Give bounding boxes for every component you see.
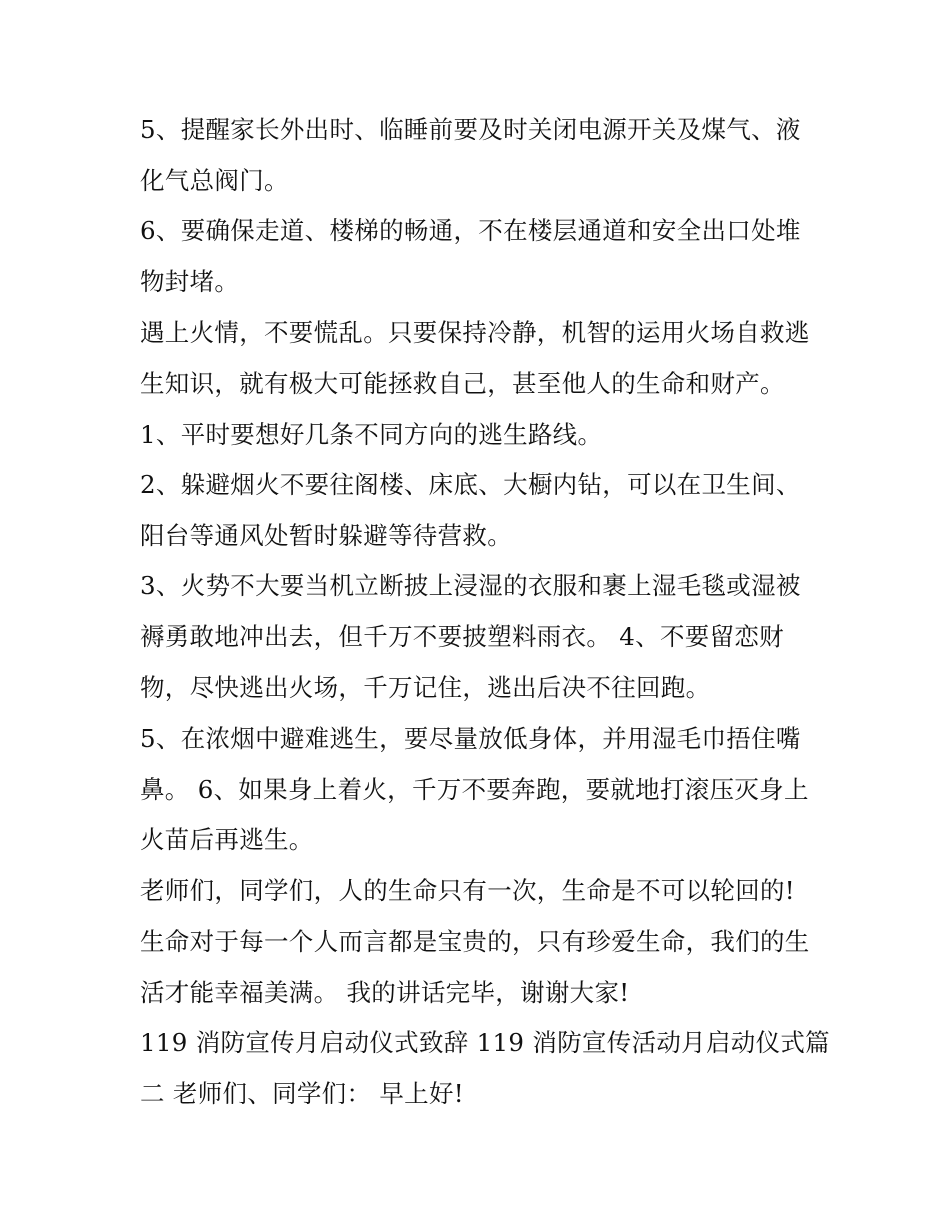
text-line: 119 消防宣传月启动仪式致辞 119 消防宣传活动月启动仪式篇 [140, 1028, 830, 1057]
text-line: 3、火势不大要当机立断披上浸湿的衣服和裹上湿毛毯或湿被 [140, 571, 801, 600]
text-line: 鼻。 6、如果身上着火，千万不要奔跑，要就地打滚压灭身上 [140, 775, 809, 804]
text-line: 老师们，同学们，人的生命只有一次，生命是不可以轮回的! [140, 876, 795, 905]
text-line: 火苗后再逃生。 [140, 825, 314, 854]
text-line: 活才能幸福美满。 我的讲话完毕，谢谢大家! [140, 978, 630, 1007]
text-line: 二 老师们、同学们： 早上好! [140, 1079, 464, 1108]
text-line: 物封堵。 [140, 267, 240, 296]
text-line: 2、躲避烟火不要往阁楼、床底、大橱内钻，可以在卫生间、 [140, 470, 801, 499]
text-line: 5、提醒家长外出时、临睡前要及时关闭电源开关及煤气、液 [140, 115, 801, 144]
text-line: 1、平时要想好几条不同方向的逃生路线。 [140, 420, 603, 449]
text-line: 化气总阀门。 [140, 166, 289, 195]
text-line: 物，尽快逃出火场，千万记住，逃出后决不往回跑。 [140, 673, 711, 702]
text-line: 生知识，就有极大可能拯救自己，甚至他人的生命和财产。 [140, 369, 785, 398]
text-line: 阳台等通风处暂时躲避等待营救。 [140, 521, 512, 550]
text-line: 遇上火情，不要慌乱。只要保持冷静，机智的运用火场自救逃 [140, 318, 810, 347]
text-line: 褥勇敢地冲出去，但千万不要披塑料雨衣。 4、不要留恋财 [140, 622, 784, 651]
text-line: 生命对于每一个人而言都是宝贵的，只有珍爱生命，我们的生 [140, 927, 810, 956]
text-line: 6、要确保走道、楼梯的畅通，不在楼层通道和安全出口处堆 [140, 216, 801, 245]
text-line: 5、在浓烟中避难逃生，要尽量放低身体，并用湿毛巾捂住嘴 [140, 724, 801, 753]
